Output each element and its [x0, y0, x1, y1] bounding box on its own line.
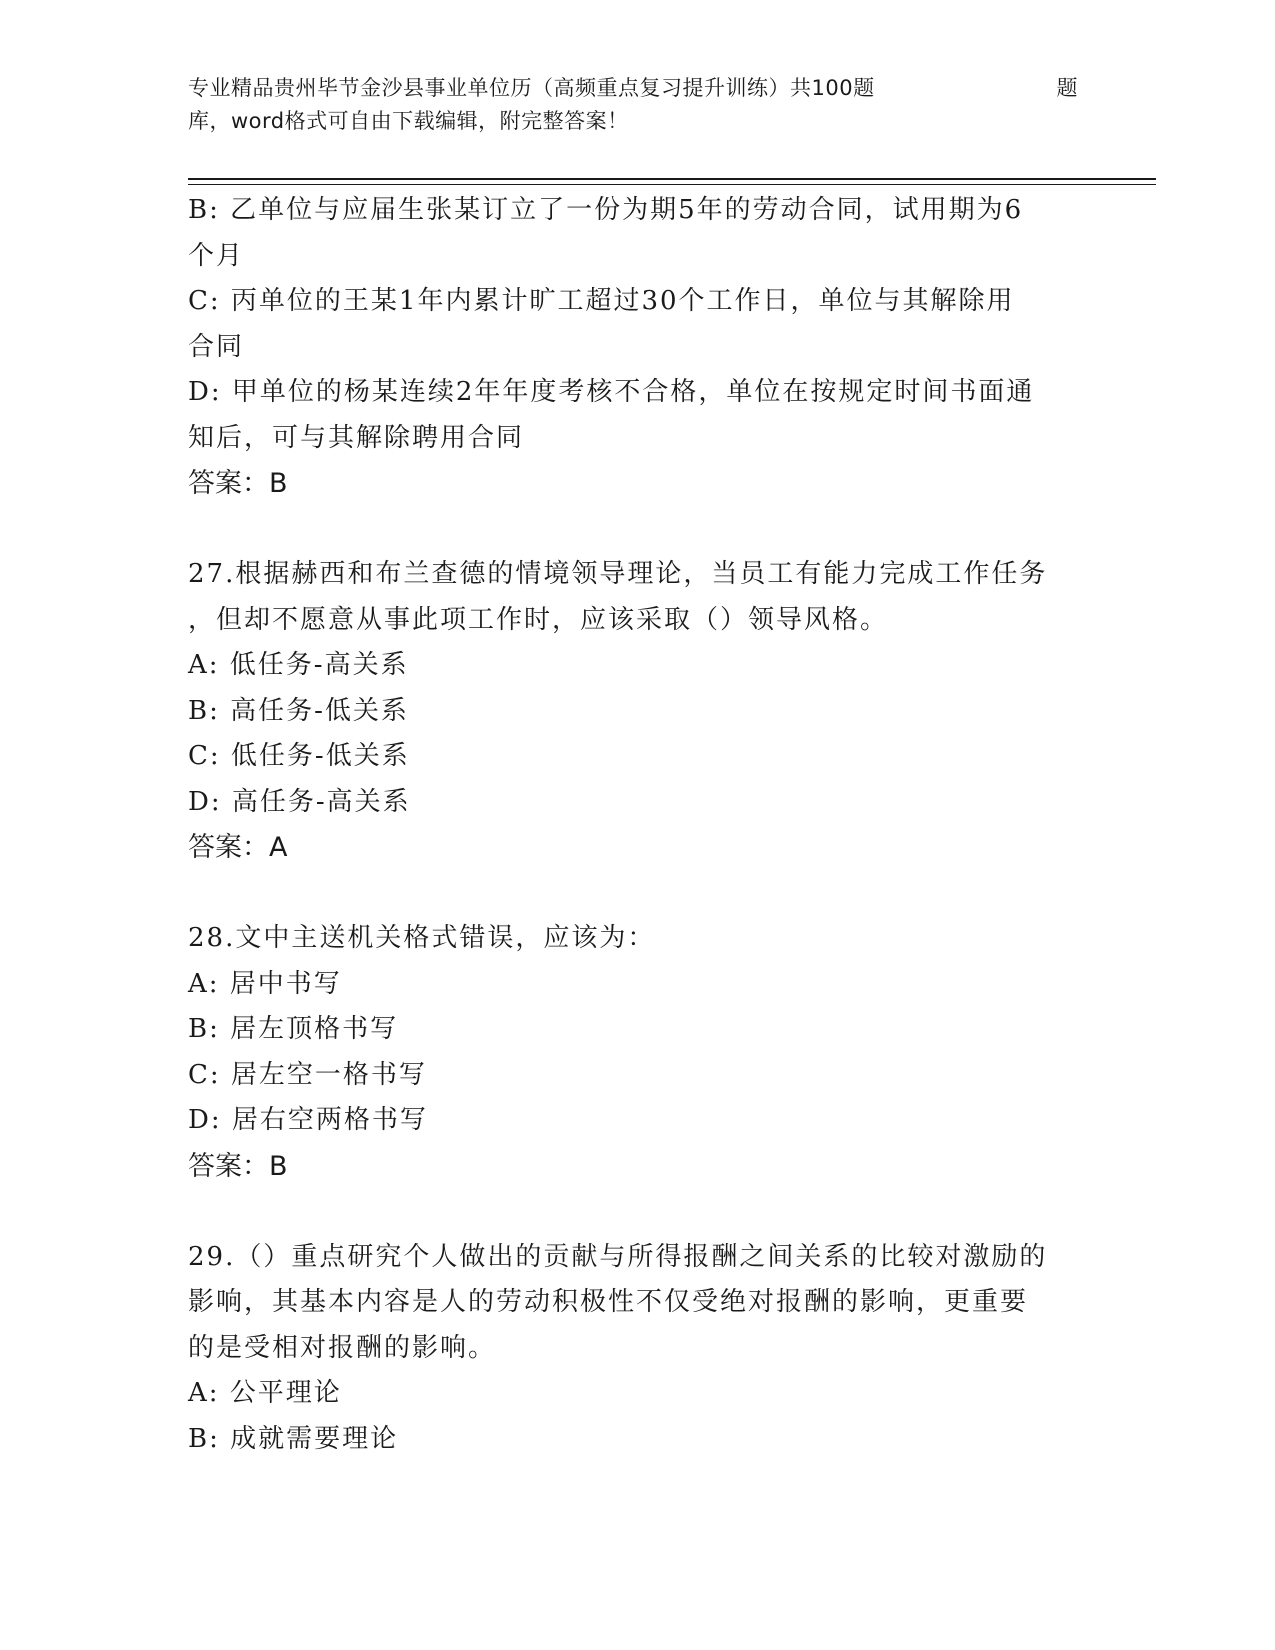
option-text: 知后，可与其解除聘用合同: [188, 422, 525, 453]
header-line-2: [188, 105, 1078, 138]
option-b: B: 成就需要理论: [188, 1423, 399, 1454]
option-c: C: 居左空一格书写: [188, 1059, 427, 1090]
option-d: D: 高任务-高关系: [188, 786, 411, 817]
document-body: [188, 188, 1088, 1462]
question-26-continuation: [188, 188, 1088, 507]
question-stem: 影响，其基本内容是人的劳动积极性不仅受绝对报酬的影响，更重要: [188, 1287, 1029, 1317]
option-a: A: 居中书写: [188, 968, 342, 999]
option-a: A: 低任务-高关系: [188, 650, 409, 680]
spacer: [188, 871, 1088, 917]
answer-line: 答案：A: [188, 832, 288, 863]
header-title-tail: 题: [1056, 76, 1078, 100]
option-text: 个月: [188, 240, 245, 271]
option-text: B: 乙单位与应届生张某订立了一份为期5年的劳动合同，试用期为6: [188, 195, 1024, 225]
header-subtitle-text: 库，word格式可自由下载编辑，附完整答案！: [188, 109, 629, 133]
question-stem: 28.文中主送机关格式错误，应该为：: [188, 923, 656, 953]
header-title-text: 专业精品贵州毕节金沙县事业单位历（高频重点复习提升训练）共100题: [188, 76, 875, 100]
answer-line: 答案：B: [188, 468, 288, 499]
option-text: 合同: [188, 331, 245, 362]
question-27: [188, 552, 1088, 871]
question-stem: ，但却不愿意从事此项工作时，应该采取（）领导风格。: [188, 604, 889, 635]
question-stem: 27.根据赫西和布兰查德的情境领导理论，当员工有能力完成工作任务: [188, 559, 1048, 589]
option-text: D: 甲单位的杨某连续2年年度考核不合格，单位在按规定时间书面通: [188, 377, 1035, 407]
option-b: B: 居左顶格书写: [188, 1014, 399, 1044]
header-divider-thick: [188, 178, 1156, 180]
document-header: [188, 72, 1078, 138]
option-text: C: 丙单位的王某1年内累计旷工超过30个工作日，单位与其解除用: [188, 286, 1015, 316]
option-b: B: 高任务-低关系: [188, 695, 409, 726]
header-line-1: [188, 72, 1078, 105]
header-divider-thin: [188, 184, 1156, 185]
question-stem: 的是受相对报酬的影响。: [188, 1332, 497, 1363]
option-a: A: 公平理论: [188, 1378, 342, 1408]
spacer: [188, 507, 1088, 553]
option-c: C: 低任务-低关系: [188, 741, 410, 771]
question-28: [188, 916, 1088, 1189]
answer-line: 答案：B: [188, 1150, 288, 1182]
question-stem: 29.（）重点研究个人做出的贡献与所得报酬之间关系的比较对激励的: [188, 1241, 1048, 1272]
spacer: [188, 1189, 1088, 1235]
question-29: [188, 1235, 1088, 1463]
option-d: D: 居右空两格书写: [188, 1105, 428, 1135]
